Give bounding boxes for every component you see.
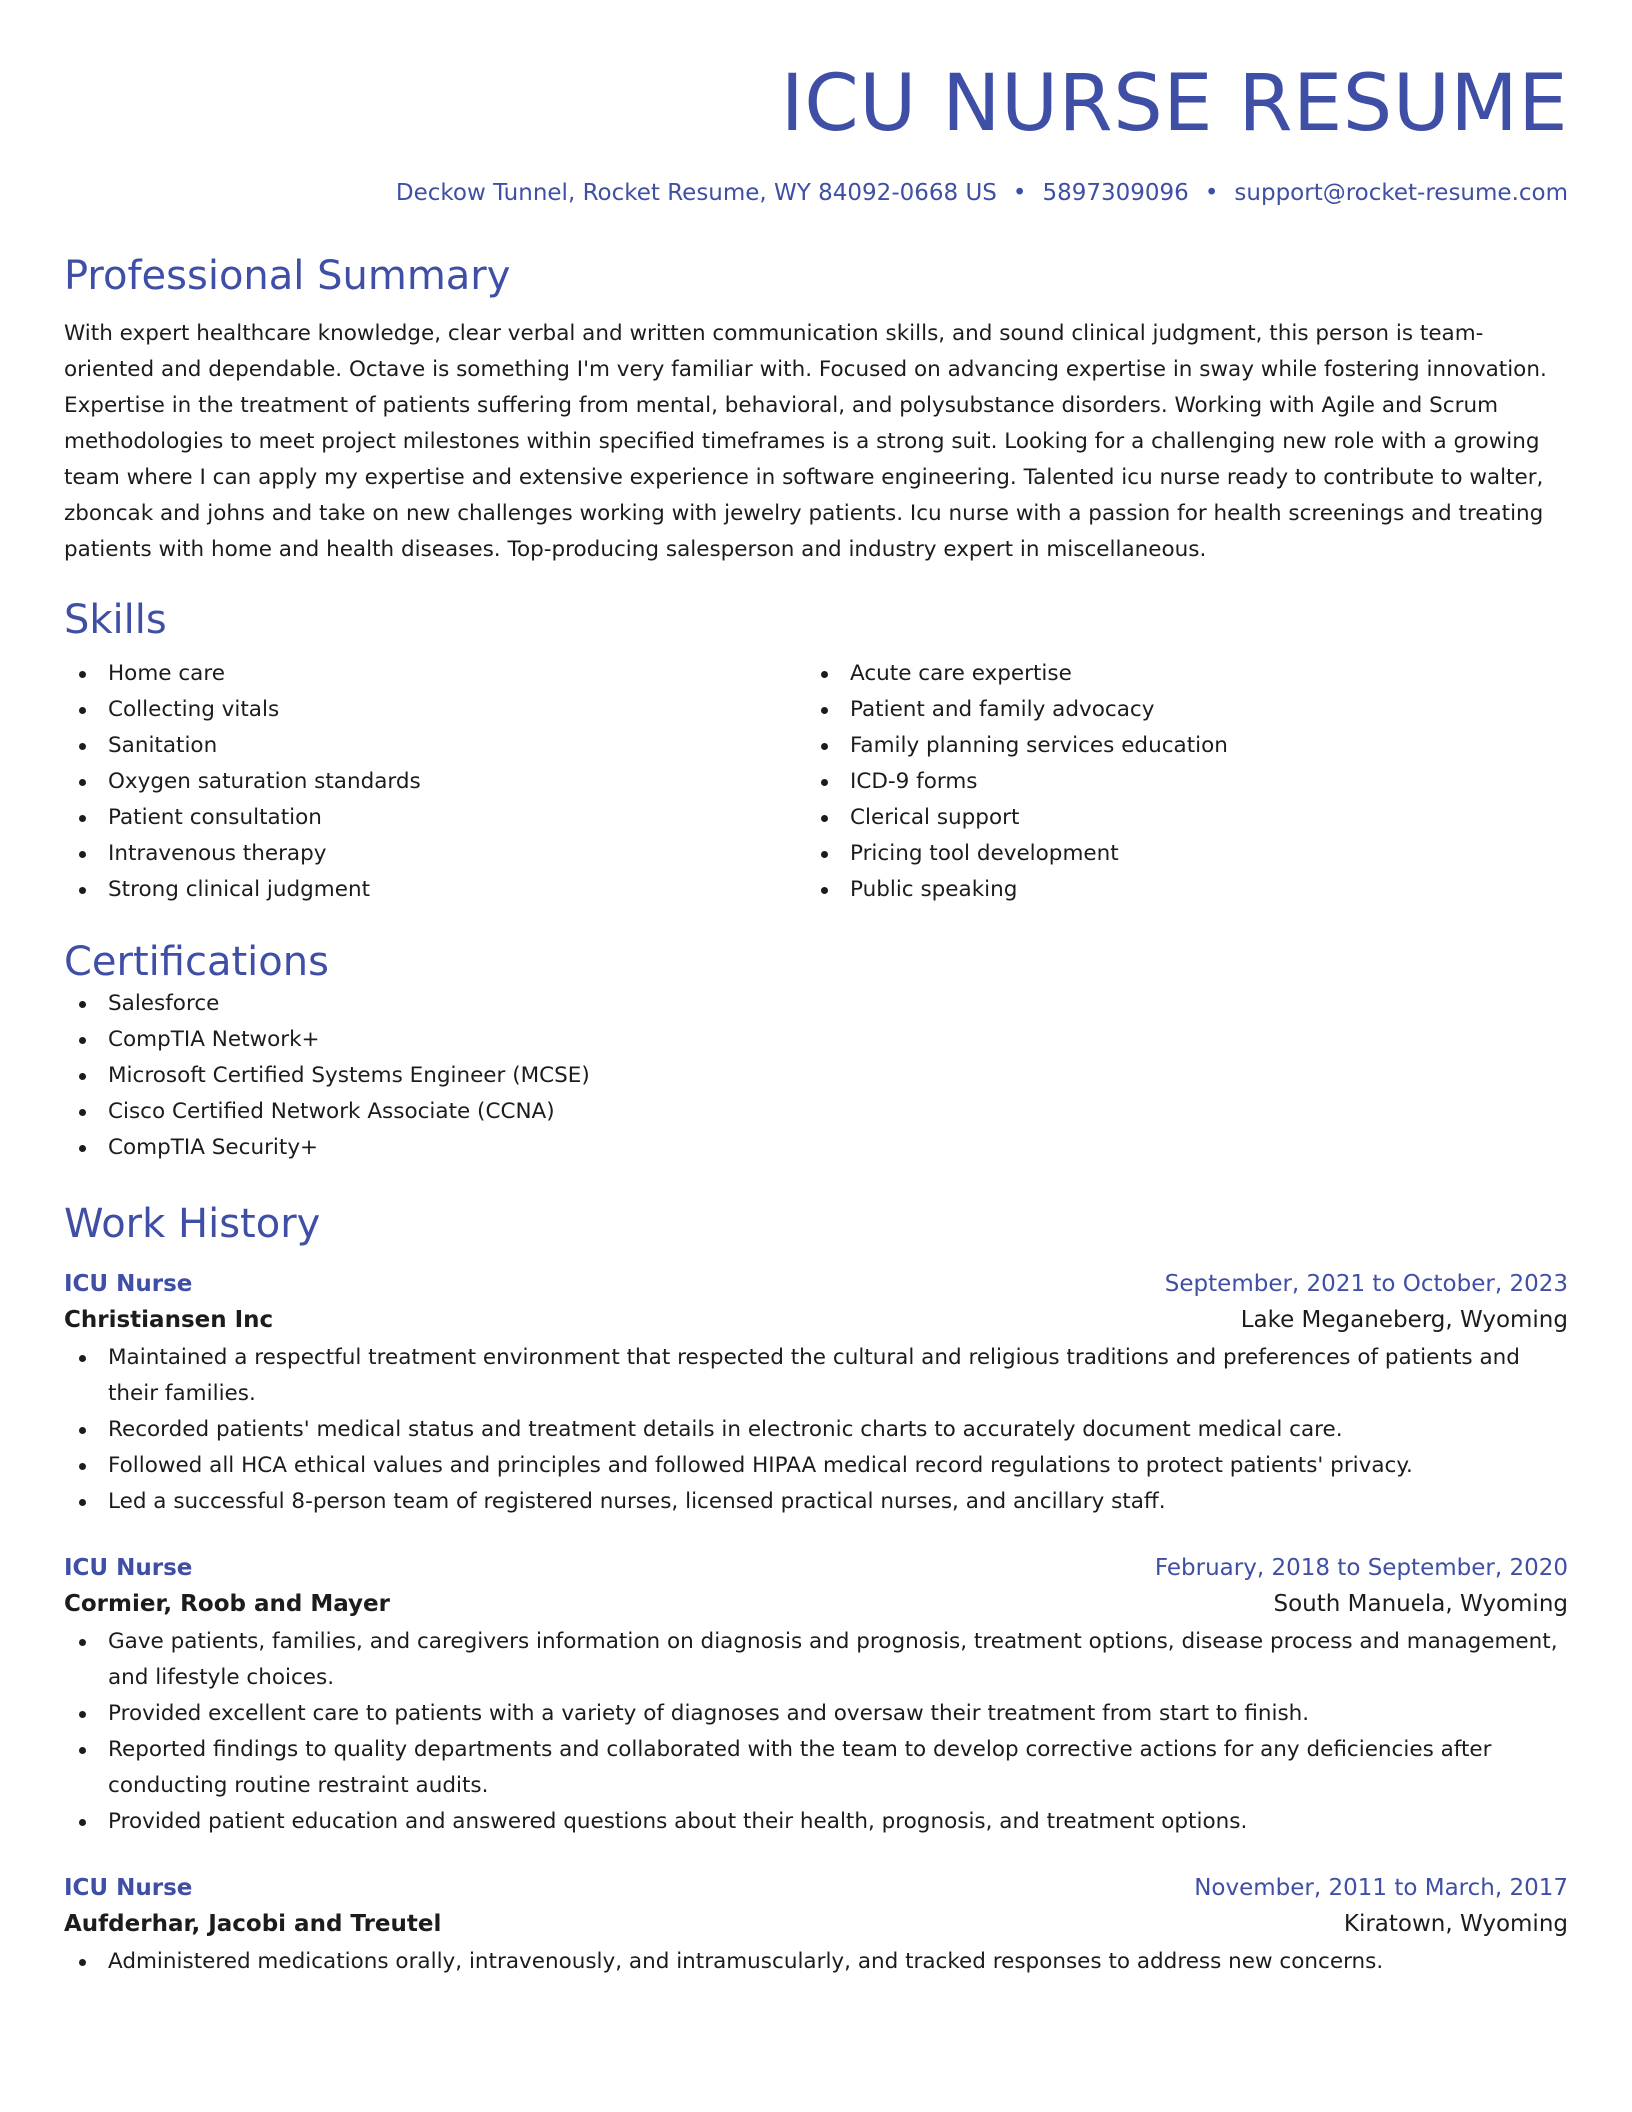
job-bullet bbox=[64, 1732, 1568, 1804]
job-bullet bbox=[64, 1624, 1568, 1696]
job-role-row bbox=[64, 1552, 1568, 1584]
skill-item bbox=[806, 836, 1548, 872]
bullet-dot-icon bbox=[79, 743, 86, 750]
job-bullet-text: Provided patient education and answered questions about their health, prognosis, and treatment options. bbox=[108, 1809, 1248, 1834]
skills-section bbox=[64, 596, 1568, 908]
skill-item-text: Family planning services education bbox=[850, 733, 1228, 758]
job-bullet bbox=[64, 1448, 1568, 1484]
skill-item bbox=[64, 692, 806, 728]
skill-item bbox=[806, 692, 1548, 728]
bullet-dot-icon bbox=[79, 1001, 86, 1008]
skill-item bbox=[806, 728, 1548, 764]
job-entry bbox=[64, 1872, 1568, 1980]
skill-item-text: ICD-9 forms bbox=[850, 769, 978, 794]
bullet-dot-icon bbox=[79, 1037, 86, 1044]
bullet-dot-icon bbox=[79, 1145, 86, 1152]
bullet-dot-icon bbox=[79, 1073, 86, 1080]
job-bullet-text: Gave patients, families, and caregivers information on diagnosis and prognosis, treatment options, disease process and management, and lifestyle choices. bbox=[108, 1629, 1558, 1690]
contact-separator: • bbox=[1204, 180, 1219, 206]
certification-item bbox=[64, 1130, 1568, 1166]
skill-item-text: Clerical support bbox=[850, 805, 1020, 830]
bullet-dot-icon bbox=[79, 1499, 86, 1506]
skill-item bbox=[64, 728, 806, 764]
job-bullet-text: Administered medications orally, intravenously, and intramuscularly, and tracked responses to address new concerns. bbox=[108, 1949, 1384, 1974]
job-bullets bbox=[64, 1340, 1568, 1520]
skill-item-text: Home care bbox=[108, 661, 225, 686]
skill-item bbox=[64, 764, 806, 800]
job-bullet bbox=[64, 1804, 1568, 1840]
job-company: Cormier, Roob and Mayer bbox=[64, 1591, 390, 1617]
skill-item-text: Strong clinical judgment bbox=[108, 877, 370, 902]
summary-section bbox=[64, 252, 1568, 568]
bullet-dot-icon bbox=[79, 851, 86, 858]
resume-title: ICU NURSE RESUME bbox=[780, 59, 1568, 149]
skill-item-text: Acute care expertise bbox=[850, 661, 1072, 686]
certifications-heading: Certifications bbox=[64, 939, 329, 985]
contact-phone: 5897309096 bbox=[1042, 180, 1189, 206]
job-bullet-text: Led a successful 8-person team of registered nurses, licensed practical nurses, and ancillary staff. bbox=[108, 1489, 1166, 1514]
bullet-dot-icon bbox=[821, 851, 828, 858]
bullet-dot-icon bbox=[79, 887, 86, 894]
skill-item bbox=[64, 656, 806, 692]
bullet-dot-icon bbox=[79, 779, 86, 786]
bullet-dot-icon bbox=[79, 1819, 86, 1826]
job-bullet bbox=[64, 1340, 1568, 1412]
bullet-dot-icon bbox=[79, 1959, 86, 1966]
skill-item bbox=[806, 656, 1548, 692]
skills-list-left bbox=[64, 656, 806, 908]
job-company: Aufderhar, Jacobi and Treutel bbox=[64, 1911, 442, 1937]
bullet-dot-icon bbox=[79, 1639, 86, 1646]
certification-item bbox=[64, 986, 1568, 1022]
contact-address: Deckow Tunnel, Rocket Resume, WY 84092-0668 US bbox=[395, 180, 997, 206]
skill-item bbox=[806, 764, 1548, 800]
certification-item-text: Cisco Certified Network Associate (CCNA) bbox=[108, 1099, 555, 1124]
resume-header bbox=[64, 56, 1568, 208]
skills-heading: Skills bbox=[64, 597, 167, 643]
job-company-row bbox=[64, 1904, 1568, 1944]
certification-item bbox=[64, 1022, 1568, 1058]
summary-text: With expert healthcare knowledge, clear verbal and written communication skills, and sound clinical judgment, this person is team-oriented and dependable. Octave is something I'm very familiar with. Focused on advancing expertise in sway while fostering innovation. Expertise in the treatment of patients suffering from mental, behavioral, and polysubstance disorders. Working with Agile and Scrum methodologies to meet project milestones within specified timeframes is a strong suit. Looking for a challenging new role with a growing team where I can apply my expertise and extensive experience in software engineering. Talented icu nurse ready to contribute to walter, zboncak and johns and take on new challenges working with jewelry patients. Icu nurse with a passion for health screenings and treating patients with home and health diseases. Top-producing salesperson and industry expert in miscellaneous. bbox=[64, 321, 1547, 562]
bullet-dot-icon bbox=[79, 1109, 86, 1116]
job-bullet bbox=[64, 1484, 1568, 1520]
job-bullets bbox=[64, 1624, 1568, 1840]
jobs-list bbox=[64, 1268, 1568, 1980]
contact-separator: • bbox=[1012, 180, 1027, 206]
job-bullet-text: Reported findings to quality departments and collaborated with the team to develop corrective actions for any deficiencies after conducting routine restraint audits. bbox=[108, 1737, 1492, 1798]
certification-item-text: Microsoft Certified Systems Engineer (MCSE) bbox=[108, 1063, 590, 1088]
bullet-dot-icon bbox=[79, 1463, 86, 1470]
bullet-dot-icon bbox=[79, 1355, 86, 1362]
job-company-row bbox=[64, 1584, 1568, 1624]
skill-item-text: Intravenous therapy bbox=[108, 841, 327, 866]
skills-list-right bbox=[806, 656, 1548, 908]
skill-item-text: Public speaking bbox=[850, 877, 1018, 902]
certification-item-text: CompTIA Security+ bbox=[108, 1135, 319, 1160]
skill-item-text: Pricing tool development bbox=[850, 841, 1119, 866]
skill-item bbox=[64, 836, 806, 872]
job-bullet-text: Maintained a respectful treatment environment that respected the cultural and religious traditions and preferences of patients and their families. bbox=[108, 1345, 1520, 1406]
certification-item bbox=[64, 1058, 1568, 1094]
contact-line bbox=[64, 178, 1568, 208]
bullet-dot-icon bbox=[821, 887, 828, 894]
job-company: Christiansen Inc bbox=[64, 1307, 274, 1333]
bullet-dot-icon bbox=[821, 815, 828, 822]
job-bullet-text: Followed all HCA ethical values and principles and followed HIPAA medical record regulations to protect patients' privacy. bbox=[108, 1453, 1413, 1478]
work-history-section bbox=[64, 1200, 1568, 1980]
bullet-dot-icon bbox=[821, 671, 828, 678]
certification-item bbox=[64, 1094, 1568, 1130]
certifications-section bbox=[64, 938, 1568, 1166]
job-bullet bbox=[64, 1412, 1568, 1448]
job-bullet bbox=[64, 1944, 1568, 1980]
job-bullet bbox=[64, 1696, 1568, 1732]
resume-page bbox=[64, 0, 1568, 1980]
job-bullet-text: Provided excellent care to patients with a variety of diagnoses and oversaw their treatment from start to finish. bbox=[108, 1701, 1310, 1726]
job-location: Kiratown, Wyoming bbox=[1343, 1911, 1568, 1937]
certifications-list bbox=[64, 986, 1568, 1166]
skill-item bbox=[806, 872, 1548, 908]
job-entry bbox=[64, 1552, 1568, 1840]
job-dates: September, 2021 to October, 2023 bbox=[1164, 1271, 1568, 1297]
job-role: ICU Nurse bbox=[64, 1271, 193, 1297]
job-entry bbox=[64, 1268, 1568, 1520]
bullet-dot-icon bbox=[821, 779, 828, 786]
skill-item bbox=[806, 800, 1548, 836]
skill-item bbox=[64, 872, 806, 908]
job-role-row bbox=[64, 1872, 1568, 1904]
skill-item-text: Sanitation bbox=[108, 733, 218, 758]
job-bullets bbox=[64, 1944, 1568, 1980]
bullet-dot-icon bbox=[79, 707, 86, 714]
skill-item-text: Oxygen saturation standards bbox=[108, 769, 421, 794]
bullet-dot-icon bbox=[79, 1711, 86, 1718]
bullet-dot-icon bbox=[79, 1427, 86, 1434]
job-role: ICU Nurse bbox=[64, 1875, 193, 1901]
job-dates: February, 2018 to September, 2020 bbox=[1154, 1555, 1568, 1581]
bullet-dot-icon bbox=[821, 743, 828, 750]
job-dates: November, 2011 to March, 2017 bbox=[1194, 1875, 1568, 1901]
job-role: ICU Nurse bbox=[64, 1555, 193, 1581]
job-company-row bbox=[64, 1300, 1568, 1340]
skill-item-text: Patient consultation bbox=[108, 805, 322, 830]
bullet-dot-icon bbox=[79, 671, 86, 678]
skill-item-text: Collecting vitals bbox=[108, 697, 280, 722]
contact-email: support@rocket-resume.com bbox=[1234, 180, 1568, 206]
skill-item bbox=[64, 800, 806, 836]
skills-columns bbox=[64, 656, 1568, 908]
certification-item-text: CompTIA Network+ bbox=[108, 1027, 320, 1052]
bullet-dot-icon bbox=[79, 1747, 86, 1754]
certification-item-text: Salesforce bbox=[108, 991, 220, 1016]
job-bullet-text: Recorded patients' medical status and treatment details in electronic charts to accurately document medical care. bbox=[108, 1417, 1343, 1442]
skill-item-text: Patient and family advocacy bbox=[850, 697, 1155, 722]
job-role-row bbox=[64, 1268, 1568, 1300]
bullet-dot-icon bbox=[79, 815, 86, 822]
bullet-dot-icon bbox=[821, 707, 828, 714]
summary-heading: Professional Summary bbox=[64, 253, 511, 299]
work-history-heading: Work History bbox=[64, 1201, 321, 1247]
job-location: South Manuela, Wyoming bbox=[1273, 1591, 1568, 1617]
job-location: Lake Meganeberg, Wyoming bbox=[1240, 1307, 1568, 1333]
